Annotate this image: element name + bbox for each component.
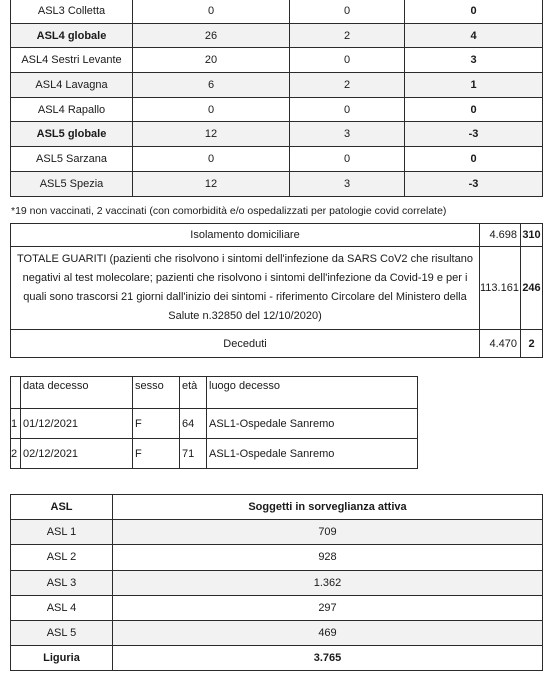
table-row — [11, 247, 543, 330]
isolation-delta: 310 — [521, 224, 543, 247]
table-row — [11, 545, 543, 570]
asl-value-a: 26 — [133, 23, 290, 48]
asl-value-c: 4 — [405, 23, 543, 48]
table-row — [11, 620, 543, 645]
table-row — [11, 97, 543, 122]
recovered-label: TOTALE GUARITI (pazienti che risolvono i sintomi dell'infezione da SARS CoV2 che risultano negativi al test molecolare; pazienti che risolvono i sintomi dell'infezione da Covid-19 e per i quali sono trascorsi 21 giorni dall'inizio dei sintomi - riferimento Circolare del Ministero della Salute n.32850 del 12/10/2020) — [11, 247, 480, 330]
table-header-row — [11, 495, 543, 520]
surveillance-count: 928 — [113, 545, 543, 570]
place-header: luogo decesso — [207, 377, 418, 409]
asl-value-b: 0 — [290, 97, 405, 122]
deceased-value: 4.470 — [480, 330, 521, 358]
table-total-row — [11, 646, 543, 671]
table-row — [11, 171, 543, 196]
death-date: 02/12/2021 — [21, 439, 133, 469]
asl-value-c: 1 — [405, 73, 543, 98]
asl-name: ASL5 globale — [11, 122, 133, 147]
asl-value-b: 2 — [290, 23, 405, 48]
asl-name: ASL 3 — [11, 570, 113, 595]
asl-name: ASL4 Sestri Levante — [11, 48, 133, 73]
table-row — [11, 439, 418, 469]
surveillance-count: 297 — [113, 595, 543, 620]
summary-table — [10, 223, 543, 358]
death-place: ASL1-Ospedale Sanremo — [207, 439, 418, 469]
surveillance-count: 709 — [113, 520, 543, 545]
asl-name: ASL4 globale — [11, 23, 133, 48]
deaths-table — [10, 376, 418, 469]
table-row — [11, 570, 543, 595]
isolation-label: Isolamento domiciliare — [11, 224, 480, 247]
asl-value-c: -3 — [405, 122, 543, 147]
table-row — [11, 147, 543, 172]
asl-header: ASL — [11, 495, 113, 520]
table-header-row — [11, 377, 418, 409]
row-index: 2 — [11, 439, 21, 469]
asl-value-c: 0 — [405, 147, 543, 172]
asl-name: ASL5 Sarzana — [11, 147, 133, 172]
asl-value-c: 3 — [405, 48, 543, 73]
asl-value-b: 3 — [290, 171, 405, 196]
footnote: *19 non vaccinati, 2 vaccinati (con comorbidità e/o ospedalizzati per patologie covid correlate) — [11, 205, 447, 217]
asl-value-a: 0 — [133, 0, 290, 23]
asl-value-b: 0 — [290, 147, 405, 172]
asl-value-a: 12 — [133, 122, 290, 147]
asl-value-a: 0 — [133, 147, 290, 172]
asl-value-a: 20 — [133, 48, 290, 73]
asl-name: ASL 1 — [11, 520, 113, 545]
table-row — [11, 48, 543, 73]
asl-value-c: -3 — [405, 171, 543, 196]
isolation-value: 4.698 — [480, 224, 521, 247]
table-row — [11, 73, 543, 98]
table-row — [11, 595, 543, 620]
surveillance-count: 1.362 — [113, 570, 543, 595]
total-label: Liguria — [11, 646, 113, 671]
asl-value-b: 0 — [290, 48, 405, 73]
asl-value-c: 0 — [405, 0, 543, 23]
asl-value-b: 2 — [290, 73, 405, 98]
recovered-value: 113.161 — [480, 247, 521, 330]
death-sex: F — [133, 439, 180, 469]
table-row — [11, 0, 543, 23]
sex-header: sesso — [133, 377, 180, 409]
asl-name: ASL3 Colletta — [11, 0, 133, 23]
age-header: età — [180, 377, 207, 409]
table-row — [11, 23, 543, 48]
death-place: ASL1-Ospedale Sanremo — [207, 409, 418, 439]
asl-value-c: 0 — [405, 97, 543, 122]
death-age: 71 — [180, 439, 207, 469]
asl-value-a: 12 — [133, 171, 290, 196]
index-header — [11, 377, 21, 409]
count-header: Soggetti in sorveglianza attiva — [113, 495, 543, 520]
asl-name: ASL4 Lavagna — [11, 73, 133, 98]
asl-name: ASL 4 — [11, 595, 113, 620]
asl-value-a: 0 — [133, 97, 290, 122]
asl-breakdown-table — [10, 0, 543, 197]
death-date: 01/12/2021 — [21, 409, 133, 439]
asl-name: ASL4 Rapallo — [11, 97, 133, 122]
table-row — [11, 520, 543, 545]
table-row — [11, 224, 543, 247]
table-row — [11, 122, 543, 147]
asl-name: ASL 5 — [11, 620, 113, 645]
asl-name: ASL5 Spezia — [11, 171, 133, 196]
recovered-delta: 246 — [521, 247, 543, 330]
death-age: 64 — [180, 409, 207, 439]
total-value: 3.765 — [113, 646, 543, 671]
table-row — [11, 330, 543, 358]
asl-name: ASL 2 — [11, 545, 113, 570]
date-header: data decesso — [21, 377, 133, 409]
death-sex: F — [133, 409, 180, 439]
surveillance-count: 469 — [113, 620, 543, 645]
asl-value-b: 0 — [290, 0, 405, 23]
asl-value-a: 6 — [133, 73, 290, 98]
surveillance-table — [10, 494, 543, 671]
row-index: 1 — [11, 409, 21, 439]
asl-value-b: 3 — [290, 122, 405, 147]
deceased-label: Deceduti — [11, 330, 480, 358]
deceased-delta: 2 — [521, 330, 543, 358]
table-row — [11, 409, 418, 439]
